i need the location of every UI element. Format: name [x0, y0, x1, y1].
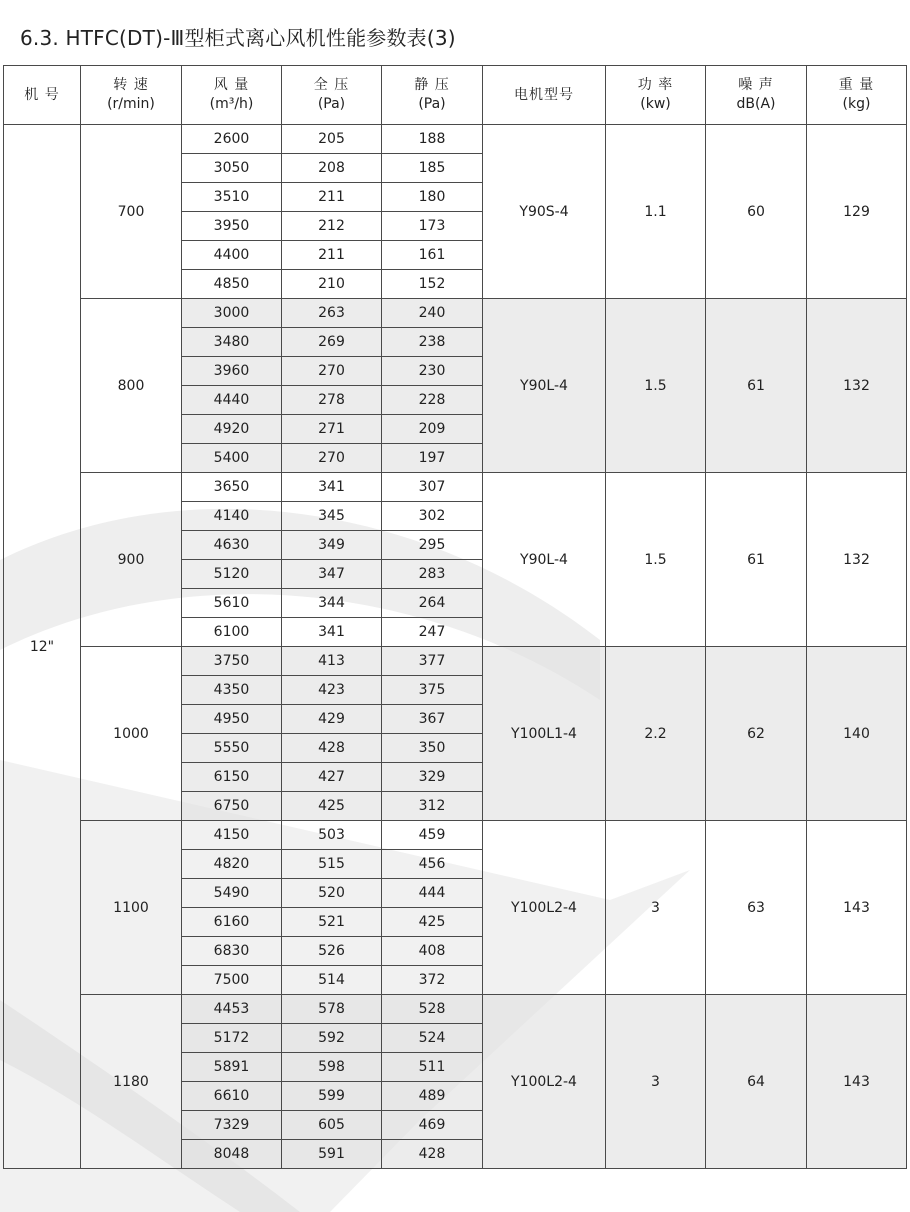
airflow-cell: 6750: [182, 792, 282, 821]
table-row: [4, 299, 907, 328]
airflow-cell: 3050: [182, 154, 282, 183]
airflow-cell: 3750: [182, 647, 282, 676]
noise-cell: 64: [706, 995, 807, 1169]
airflow-cell: 6830: [182, 937, 282, 966]
static-pressure-cell: 307: [382, 473, 483, 502]
total-pressure-cell: 347: [282, 560, 382, 589]
airflow-cell: 4453: [182, 995, 282, 1024]
total-pressure-cell: 345: [282, 502, 382, 531]
static-pressure-cell: 302: [382, 502, 483, 531]
table-row: [4, 821, 907, 850]
static-pressure-cell: 350: [382, 734, 483, 763]
header-noise: 噪 声 dB(A): [706, 66, 807, 125]
header-power: 功 率 (kw): [606, 66, 706, 125]
static-pressure-cell: 152: [382, 270, 483, 299]
static-pressure-cell: 469: [382, 1111, 483, 1140]
airflow-cell: 5550: [182, 734, 282, 763]
total-pressure-cell: 520: [282, 879, 382, 908]
static-pressure-cell: 161: [382, 241, 483, 270]
speed-cell: 900: [81, 473, 182, 647]
total-pressure-cell: 349: [282, 531, 382, 560]
total-pressure-cell: 271: [282, 415, 382, 444]
noise-cell: 61: [706, 299, 807, 473]
static-pressure-cell: 367: [382, 705, 483, 734]
total-pressure-cell: 605: [282, 1111, 382, 1140]
airflow-cell: 2600: [182, 125, 282, 154]
static-pressure-cell: 173: [382, 212, 483, 241]
motor-model-cell: Y90L-4: [483, 473, 606, 647]
total-pressure-cell: 514: [282, 966, 382, 995]
airflow-cell: 3960: [182, 357, 282, 386]
power-cell: 3: [606, 995, 706, 1169]
static-pressure-cell: 428: [382, 1140, 483, 1169]
static-pressure-cell: 375: [382, 676, 483, 705]
airflow-cell: 8048: [182, 1140, 282, 1169]
performance-table: [3, 65, 907, 1169]
weight-cell: 140: [807, 647, 907, 821]
header-total-pressure: 全 压 (Pa): [282, 66, 382, 125]
static-pressure-cell: 524: [382, 1024, 483, 1053]
table-row: [4, 995, 907, 1024]
total-pressure-cell: 599: [282, 1082, 382, 1111]
airflow-cell: 4350: [182, 676, 282, 705]
speed-cell: 800: [81, 299, 182, 473]
power-cell: 2.2: [606, 647, 706, 821]
static-pressure-cell: 408: [382, 937, 483, 966]
header-machine-no: 机 号: [4, 66, 81, 125]
speed-cell: 1000: [81, 647, 182, 821]
header-static-pressure: 静 压 (Pa): [382, 66, 483, 125]
airflow-cell: 4150: [182, 821, 282, 850]
static-pressure-cell: 511: [382, 1053, 483, 1082]
static-pressure-cell: 459: [382, 821, 483, 850]
static-pressure-cell: 240: [382, 299, 483, 328]
airflow-cell: 4400: [182, 241, 282, 270]
airflow-cell: 7329: [182, 1111, 282, 1140]
motor-model-cell: Y100L1-4: [483, 647, 606, 821]
static-pressure-cell: 283: [382, 560, 483, 589]
airflow-cell: 5610: [182, 589, 282, 618]
total-pressure-cell: 413: [282, 647, 382, 676]
header-speed: 转 速 (r/min): [81, 66, 182, 125]
airflow-cell: 4140: [182, 502, 282, 531]
static-pressure-cell: 228: [382, 386, 483, 415]
total-pressure-cell: 205: [282, 125, 382, 154]
total-pressure-cell: 503: [282, 821, 382, 850]
total-pressure-cell: 521: [282, 908, 382, 937]
static-pressure-cell: 247: [382, 618, 483, 647]
airflow-cell: 4630: [182, 531, 282, 560]
machine-no-cell: 12": [4, 125, 81, 1169]
header-row: [4, 66, 907, 125]
airflow-cell: 7500: [182, 966, 282, 995]
airflow-cell: 6160: [182, 908, 282, 937]
total-pressure-cell: 208: [282, 154, 382, 183]
static-pressure-cell: 456: [382, 850, 483, 879]
airflow-cell: 3650: [182, 473, 282, 502]
total-pressure-cell: 592: [282, 1024, 382, 1053]
static-pressure-cell: 444: [382, 879, 483, 908]
total-pressure-cell: 423: [282, 676, 382, 705]
noise-cell: 60: [706, 125, 807, 299]
total-pressure-cell: 263: [282, 299, 382, 328]
airflow-cell: 6100: [182, 618, 282, 647]
total-pressure-cell: 341: [282, 618, 382, 647]
weight-cell: 129: [807, 125, 907, 299]
noise-cell: 62: [706, 647, 807, 821]
airflow-cell: 3950: [182, 212, 282, 241]
static-pressure-cell: 209: [382, 415, 483, 444]
airflow-cell: 4950: [182, 705, 282, 734]
static-pressure-cell: 295: [382, 531, 483, 560]
total-pressure-cell: 270: [282, 444, 382, 473]
total-pressure-cell: 212: [282, 212, 382, 241]
power-cell: 1.1: [606, 125, 706, 299]
static-pressure-cell: 312: [382, 792, 483, 821]
speed-cell: 1100: [81, 821, 182, 995]
noise-cell: 63: [706, 821, 807, 995]
airflow-cell: 6150: [182, 763, 282, 792]
airflow-cell: 4440: [182, 386, 282, 415]
total-pressure-cell: 591: [282, 1140, 382, 1169]
static-pressure-cell: 528: [382, 995, 483, 1024]
power-cell: 1.5: [606, 473, 706, 647]
header-airflow: 风 量 (m³/h): [182, 66, 282, 125]
airflow-cell: 5172: [182, 1024, 282, 1053]
weight-cell: 143: [807, 995, 907, 1169]
total-pressure-cell: 427: [282, 763, 382, 792]
airflow-cell: 5120: [182, 560, 282, 589]
static-pressure-cell: 180: [382, 183, 483, 212]
static-pressure-cell: 185: [382, 154, 483, 183]
motor-model-cell: Y90L-4: [483, 299, 606, 473]
total-pressure-cell: 211: [282, 183, 382, 212]
motor-model-cell: Y100L2-4: [483, 995, 606, 1169]
static-pressure-cell: 425: [382, 908, 483, 937]
total-pressure-cell: 429: [282, 705, 382, 734]
total-pressure-cell: 428: [282, 734, 382, 763]
total-pressure-cell: 211: [282, 241, 382, 270]
total-pressure-cell: 578: [282, 995, 382, 1024]
airflow-cell: 5891: [182, 1053, 282, 1082]
airflow-cell: 3510: [182, 183, 282, 212]
total-pressure-cell: 515: [282, 850, 382, 879]
total-pressure-cell: 526: [282, 937, 382, 966]
total-pressure-cell: 210: [282, 270, 382, 299]
static-pressure-cell: 377: [382, 647, 483, 676]
header-motor-model: 电机型号: [483, 66, 606, 125]
static-pressure-cell: 264: [382, 589, 483, 618]
airflow-cell: 6610: [182, 1082, 282, 1111]
total-pressure-cell: 270: [282, 357, 382, 386]
static-pressure-cell: 329: [382, 763, 483, 792]
total-pressure-cell: 425: [282, 792, 382, 821]
airflow-cell: 5400: [182, 444, 282, 473]
airflow-cell: 5490: [182, 879, 282, 908]
static-pressure-cell: 197: [382, 444, 483, 473]
airflow-cell: 4920: [182, 415, 282, 444]
static-pressure-cell: 188: [382, 125, 483, 154]
airflow-cell: 3000: [182, 299, 282, 328]
noise-cell: 61: [706, 473, 807, 647]
motor-model-cell: Y100L2-4: [483, 821, 606, 995]
motor-model-cell: Y90S-4: [483, 125, 606, 299]
weight-cell: 132: [807, 473, 907, 647]
total-pressure-cell: 344: [282, 589, 382, 618]
static-pressure-cell: 238: [382, 328, 483, 357]
header-weight: 重 量 (kg): [807, 66, 907, 125]
static-pressure-cell: 230: [382, 357, 483, 386]
total-pressure-cell: 598: [282, 1053, 382, 1082]
static-pressure-cell: 489: [382, 1082, 483, 1111]
table-row: [4, 473, 907, 502]
weight-cell: 143: [807, 821, 907, 995]
table-row: [4, 125, 907, 154]
page-title: 6.3. HTFC(DT)-Ⅲ型柜式离心风机性能参数表(3): [20, 26, 456, 50]
power-cell: 1.5: [606, 299, 706, 473]
weight-cell: 132: [807, 299, 907, 473]
airflow-cell: 3480: [182, 328, 282, 357]
table-row: [4, 647, 907, 676]
total-pressure-cell: 278: [282, 386, 382, 415]
speed-cell: 1180: [81, 995, 182, 1169]
total-pressure-cell: 341: [282, 473, 382, 502]
total-pressure-cell: 269: [282, 328, 382, 357]
speed-cell: 700: [81, 125, 182, 299]
airflow-cell: 4850: [182, 270, 282, 299]
airflow-cell: 4820: [182, 850, 282, 879]
static-pressure-cell: 372: [382, 966, 483, 995]
power-cell: 3: [606, 821, 706, 995]
